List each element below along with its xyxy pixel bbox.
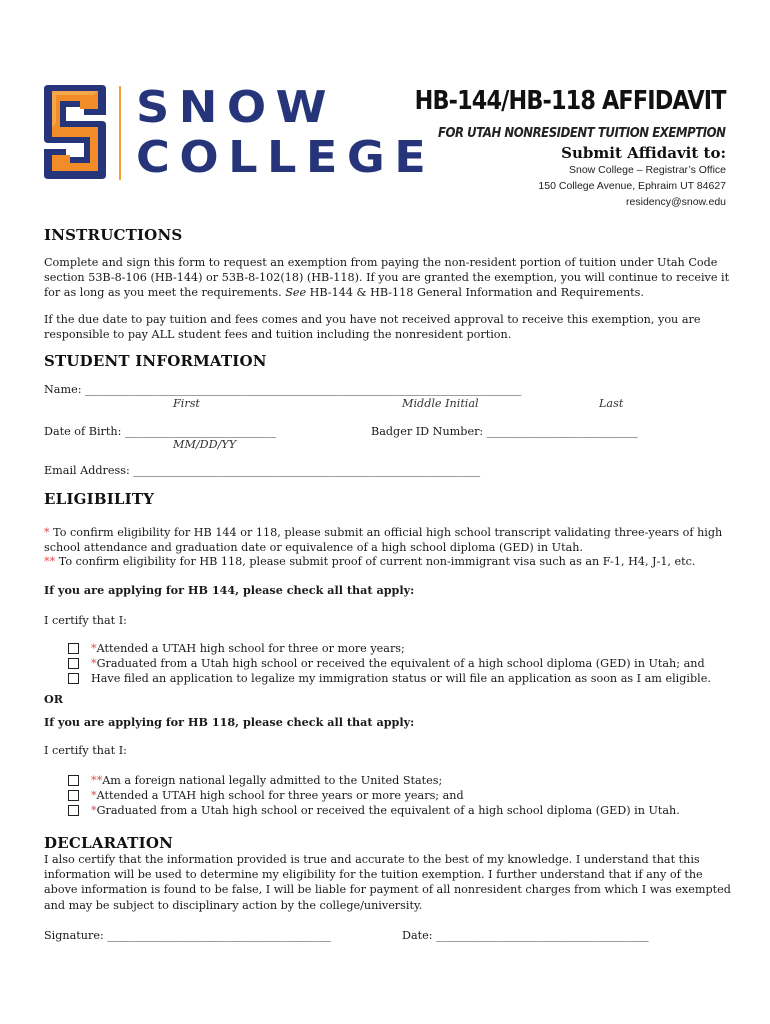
hb118-checkbox-3[interactable] [68,805,79,816]
logo-divider [119,86,121,180]
document-subtitle: FOR UTAH NONRESIDENT TUITION EXEMPTION [438,126,726,141]
address-email: residency@snow.edu [626,196,726,208]
address-street: 150 College Avenue, Ephraim UT 84627 [538,180,726,192]
hb118-item-3: * Graduated from a Utah high school or received the equivalent of a high school diploma (GED) in Utah. [68,803,680,818]
signature-field[interactable]: Signature: ________________________________________ [44,929,332,942]
hb144-heading: If you are applying for HB 144, please check all that apply: [44,583,415,597]
hb118-heading: If you are applying for HB 118, please check all that apply: [44,715,415,729]
date-of-birth-field[interactable]: Date of Birth: ___________________________ [44,425,276,438]
first-name-caption: First [173,397,200,410]
instructions-paragraph-1: Complete and sign this form to request an exemption from paying the non-resident portion of tuition under Utah Code section 53B-8-106 (HB-144) or 53B-8-102(18) (HB-118). If you are granted the exemption, you will continue to receive it for as long as you meet the requirements. See HB-144 & HB-118 General Information and Requirements. [44,256,730,300]
eligibility-note-2: ** To confirm eligibility for HB 118, please submit proof of current non-immigrant visa such as an F-1, H4, J-1, etc. [44,555,696,568]
instructions-heading: INSTRUCTIONS [44,226,183,244]
document-title: HB-144/HB-118 AFFIDAVIT [415,86,726,116]
hb144-item-3: Have filed an application to legalize my immigration status or will file an application as soon as I am eligible. [68,671,711,686]
hb118-item-2: * Attended a UTAH high school for three years or more years; and [68,788,464,803]
hb144-item-2: * Graduated from a Utah high school or received the equivalent of a high school diploma (GED) in Utah; and [68,656,705,671]
name-field[interactable]: Name: ______________________________________________________________________________ [44,383,522,396]
hb118-checkbox-2[interactable] [68,790,79,801]
address-office: Snow College – Registrar’s Office [569,164,726,176]
instructions-paragraph-2: If the due date to pay tuition and fees comes and you have not received approval to receive this exemption, you are responsible to pay ALL student fees and tuition including the nonresident portion. [44,313,701,342]
hb144-checkbox-3[interactable] [68,673,79,684]
badger-id-field[interactable]: Badger ID Number: ___________________________ [371,425,638,438]
logo-word-snow: SNOW [136,82,336,133]
hb118-checkbox-1[interactable] [68,775,79,786]
date-field[interactable]: Date: ______________________________________ [402,929,649,942]
last-name-caption: Last [599,397,624,410]
eligibility-note-1: * To confirm eligibility for HB 144 or 118, please submit an official high school transcript validating three-years of high school attendance and graduation date or equivalence of a high school diploma (GED) in Utah. [44,526,723,555]
snow-college-logo-icon [44,85,106,179]
hb144-item-1: * Attended a UTAH high school for three or more years; [68,641,405,656]
declaration-text: I also certify that the information provided is true and accurate to the best of my knowledge. I understand that this information will be used to determine my eligibility for the tuition exemption. I further understand that if any of the above information is found to be false, I will be liable for payment of all nonresident charges from which I was exempted and may be subject to disciplinary action by the college/university. [44,853,731,912]
hb118-item-1: ** Am a foreign national legally admitted to the United States; [68,773,442,788]
hb144-checkbox-1[interactable] [68,643,79,654]
hb144-certify-label: I certify that I: [44,614,127,627]
hb118-certify-label: I certify that I: [44,744,127,757]
hb144-checkbox-2[interactable] [68,658,79,669]
declaration-heading: DECLARATION [44,834,174,852]
dob-format-caption: MM/DD/YY [173,438,237,451]
logo-word-college: COLLEGE [136,132,436,183]
or-separator: OR [44,692,64,706]
student-info-heading: STUDENT INFORMATION [44,352,267,370]
eligibility-heading: ELIGIBILITY [44,490,155,508]
middle-initial-caption: Middle Initial [402,397,479,410]
email-field[interactable]: Email Address: ______________________________________________________________ [44,464,481,477]
submit-heading: Submit Affidavit to: [561,144,726,162]
